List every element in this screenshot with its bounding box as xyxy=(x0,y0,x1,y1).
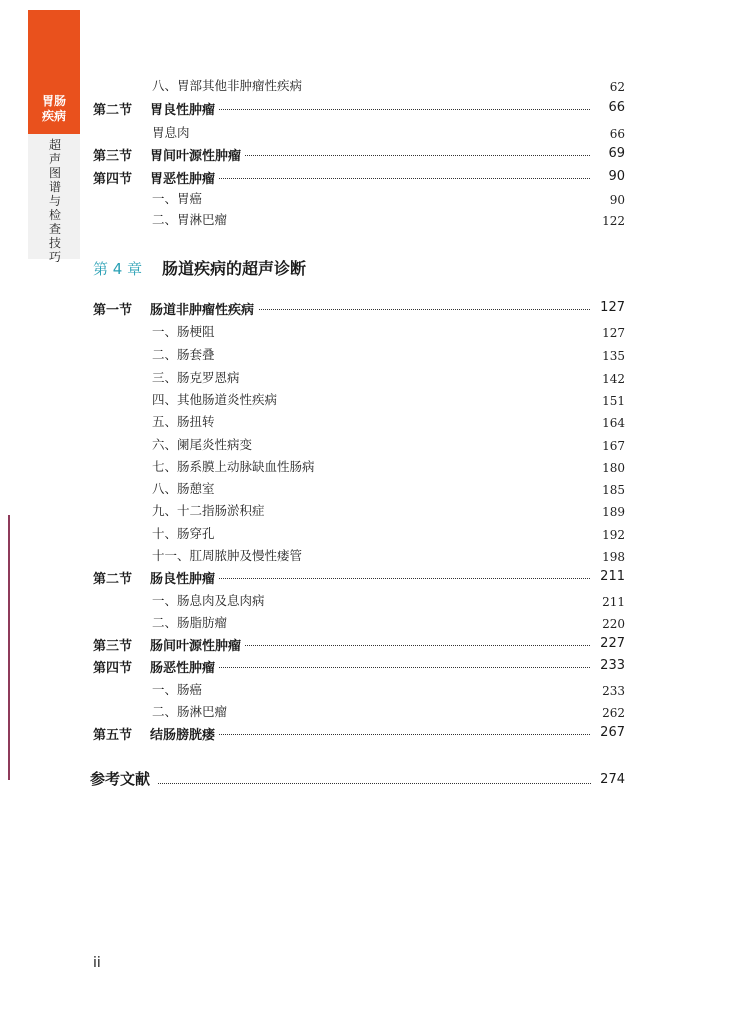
references-page: 274 xyxy=(600,772,625,787)
toc-subentry-title: 一、胃癌 xyxy=(152,191,203,206)
toc-section-label: 第二节 xyxy=(93,572,133,587)
toc-row[interactable] xyxy=(0,702,730,722)
toc-page-number: 233 xyxy=(596,658,625,673)
toc-row[interactable] xyxy=(0,546,730,566)
toc-row[interactable] xyxy=(0,299,730,319)
toc-section-label: 第四节 xyxy=(93,661,133,676)
toc-row[interactable] xyxy=(0,99,730,119)
toc-subentry-title: 二、肠套叠 xyxy=(152,347,215,362)
toc-section-title: 胃间叶源性肿瘤 xyxy=(150,145,245,164)
toc-row[interactable] xyxy=(0,345,730,365)
toc-page-number: 233 xyxy=(602,684,625,698)
toc-row[interactable] xyxy=(0,123,730,143)
toc-page-number: 142 xyxy=(602,372,625,386)
toc-section-title: 肠道非肿瘤性疾病 xyxy=(150,299,258,318)
chapter-title: 肠道疾病的超声诊断 xyxy=(162,259,307,278)
references-title[interactable]: 参考文献 xyxy=(90,770,151,788)
toc-section-label: 第五节 xyxy=(93,728,133,743)
toc-row[interactable] xyxy=(0,635,730,655)
toc-section-label: 第一节 xyxy=(93,303,133,318)
toc-subentry-title: 七、肠系膜上动脉缺血性肠病 xyxy=(152,459,315,474)
spine-book-subtitle: 超声图谱与检查技巧 xyxy=(48,138,61,264)
toc-page-number: 211 xyxy=(602,595,625,609)
toc-row[interactable] xyxy=(0,412,730,432)
toc-page-number: 90 xyxy=(609,193,625,207)
toc-page-number: 122 xyxy=(602,214,625,228)
toc-row[interactable] xyxy=(0,145,730,165)
toc-page-number: 192 xyxy=(602,528,625,542)
toc-page-number: 227 xyxy=(596,636,625,651)
toc-subentry-title: 一、肠息肉及息肉病 xyxy=(152,593,265,608)
toc-subentry-title: 十、肠穿孔 xyxy=(152,526,215,541)
toc-row[interactable] xyxy=(0,76,730,96)
toc-subentry-title: 六、阑尾炎性病变 xyxy=(152,437,253,452)
toc-row[interactable] xyxy=(0,501,730,521)
toc-subentry-title: 三、肠克罗恩病 xyxy=(152,370,240,385)
toc-subentry-title: 一、肠癌 xyxy=(152,682,203,697)
toc-page-number: 151 xyxy=(602,394,625,408)
toc-page-number: 180 xyxy=(602,461,625,475)
toc-subentry-title: 二、胃淋巴瘤 xyxy=(152,212,228,227)
toc-page-number: 185 xyxy=(602,483,625,497)
toc-row[interactable] xyxy=(0,210,730,230)
toc-row[interactable] xyxy=(0,189,730,209)
toc-row[interactable] xyxy=(0,322,730,342)
toc-page-number: 189 xyxy=(602,505,625,519)
toc-page-number: 66 xyxy=(609,127,625,141)
toc-subentry-title: 五、肠扭转 xyxy=(152,414,215,429)
toc-row[interactable] xyxy=(0,168,730,188)
toc-row[interactable] xyxy=(0,657,730,677)
toc-row[interactable] xyxy=(0,613,730,633)
toc-row[interactable] xyxy=(0,591,730,611)
toc-page-number: 220 xyxy=(602,617,625,631)
toc-page-number: 135 xyxy=(602,349,625,363)
toc-section-title: 肠良性肿瘤 xyxy=(150,568,219,587)
toc-section-title: 肠间叶源性肿瘤 xyxy=(150,635,245,654)
toc-subentry-title: 九、十二指肠淤积症 xyxy=(152,503,265,518)
toc-subentry-title: 八、肠憩室 xyxy=(152,481,215,496)
toc-subentry-title: 胃息肉 xyxy=(152,125,190,140)
toc-page-number: 127 xyxy=(596,300,625,315)
toc-section-label: 第二节 xyxy=(93,103,133,118)
toc-subentry-title: 八、胃部其他非肿瘤性疾病 xyxy=(152,78,303,93)
toc-page-number: 69 xyxy=(604,146,625,161)
toc-row[interactable] xyxy=(0,724,730,744)
toc-subentry-title: 二、肠脂肪瘤 xyxy=(152,615,228,630)
chapter-number: 第 4 章 xyxy=(93,260,143,278)
toc-section-title: 胃良性肿瘤 xyxy=(150,99,219,118)
toc-page-number: 164 xyxy=(602,416,625,430)
toc-subentry-title: 一、肠梗阻 xyxy=(152,324,215,339)
toc-row[interactable] xyxy=(0,435,730,455)
toc-section-title: 结肠膀胱瘘 xyxy=(150,724,219,743)
toc-page-number: 90 xyxy=(604,169,625,184)
toc-section-label: 第三节 xyxy=(93,639,133,654)
references-leader xyxy=(158,783,591,784)
toc-row[interactable] xyxy=(0,568,730,588)
toc-page-number: 267 xyxy=(596,725,625,740)
toc-row[interactable] xyxy=(0,680,730,700)
toc-page-number: 198 xyxy=(602,550,625,564)
toc-row[interactable] xyxy=(0,390,730,410)
toc-section-title: 肠恶性肿瘤 xyxy=(150,657,219,676)
page-number: ii xyxy=(93,955,101,971)
toc-page-number: 127 xyxy=(602,326,625,340)
toc-page-number: 211 xyxy=(596,569,625,584)
toc-subentry-title: 二、肠淋巴瘤 xyxy=(152,704,228,719)
toc-section-title: 胃恶性肿瘤 xyxy=(150,168,219,187)
toc-page-number: 262 xyxy=(602,706,625,720)
toc-page-number: 167 xyxy=(602,439,625,453)
toc-section-label: 第三节 xyxy=(93,149,133,164)
toc-row[interactable] xyxy=(0,524,730,544)
toc-page-number: 66 xyxy=(604,100,625,115)
spine-category-text: 胃肠 疾病 xyxy=(41,94,66,123)
toc-row[interactable] xyxy=(0,479,730,499)
toc-subentry-title: 十一、肛周脓肿及慢性瘘管 xyxy=(152,548,303,563)
toc-page-number: 62 xyxy=(609,80,625,94)
toc-row[interactable] xyxy=(0,368,730,388)
toc-row[interactable] xyxy=(0,457,730,477)
toc-subentry-title: 四、其他肠道炎性疾病 xyxy=(152,392,278,407)
toc-section-label: 第四节 xyxy=(93,172,133,187)
